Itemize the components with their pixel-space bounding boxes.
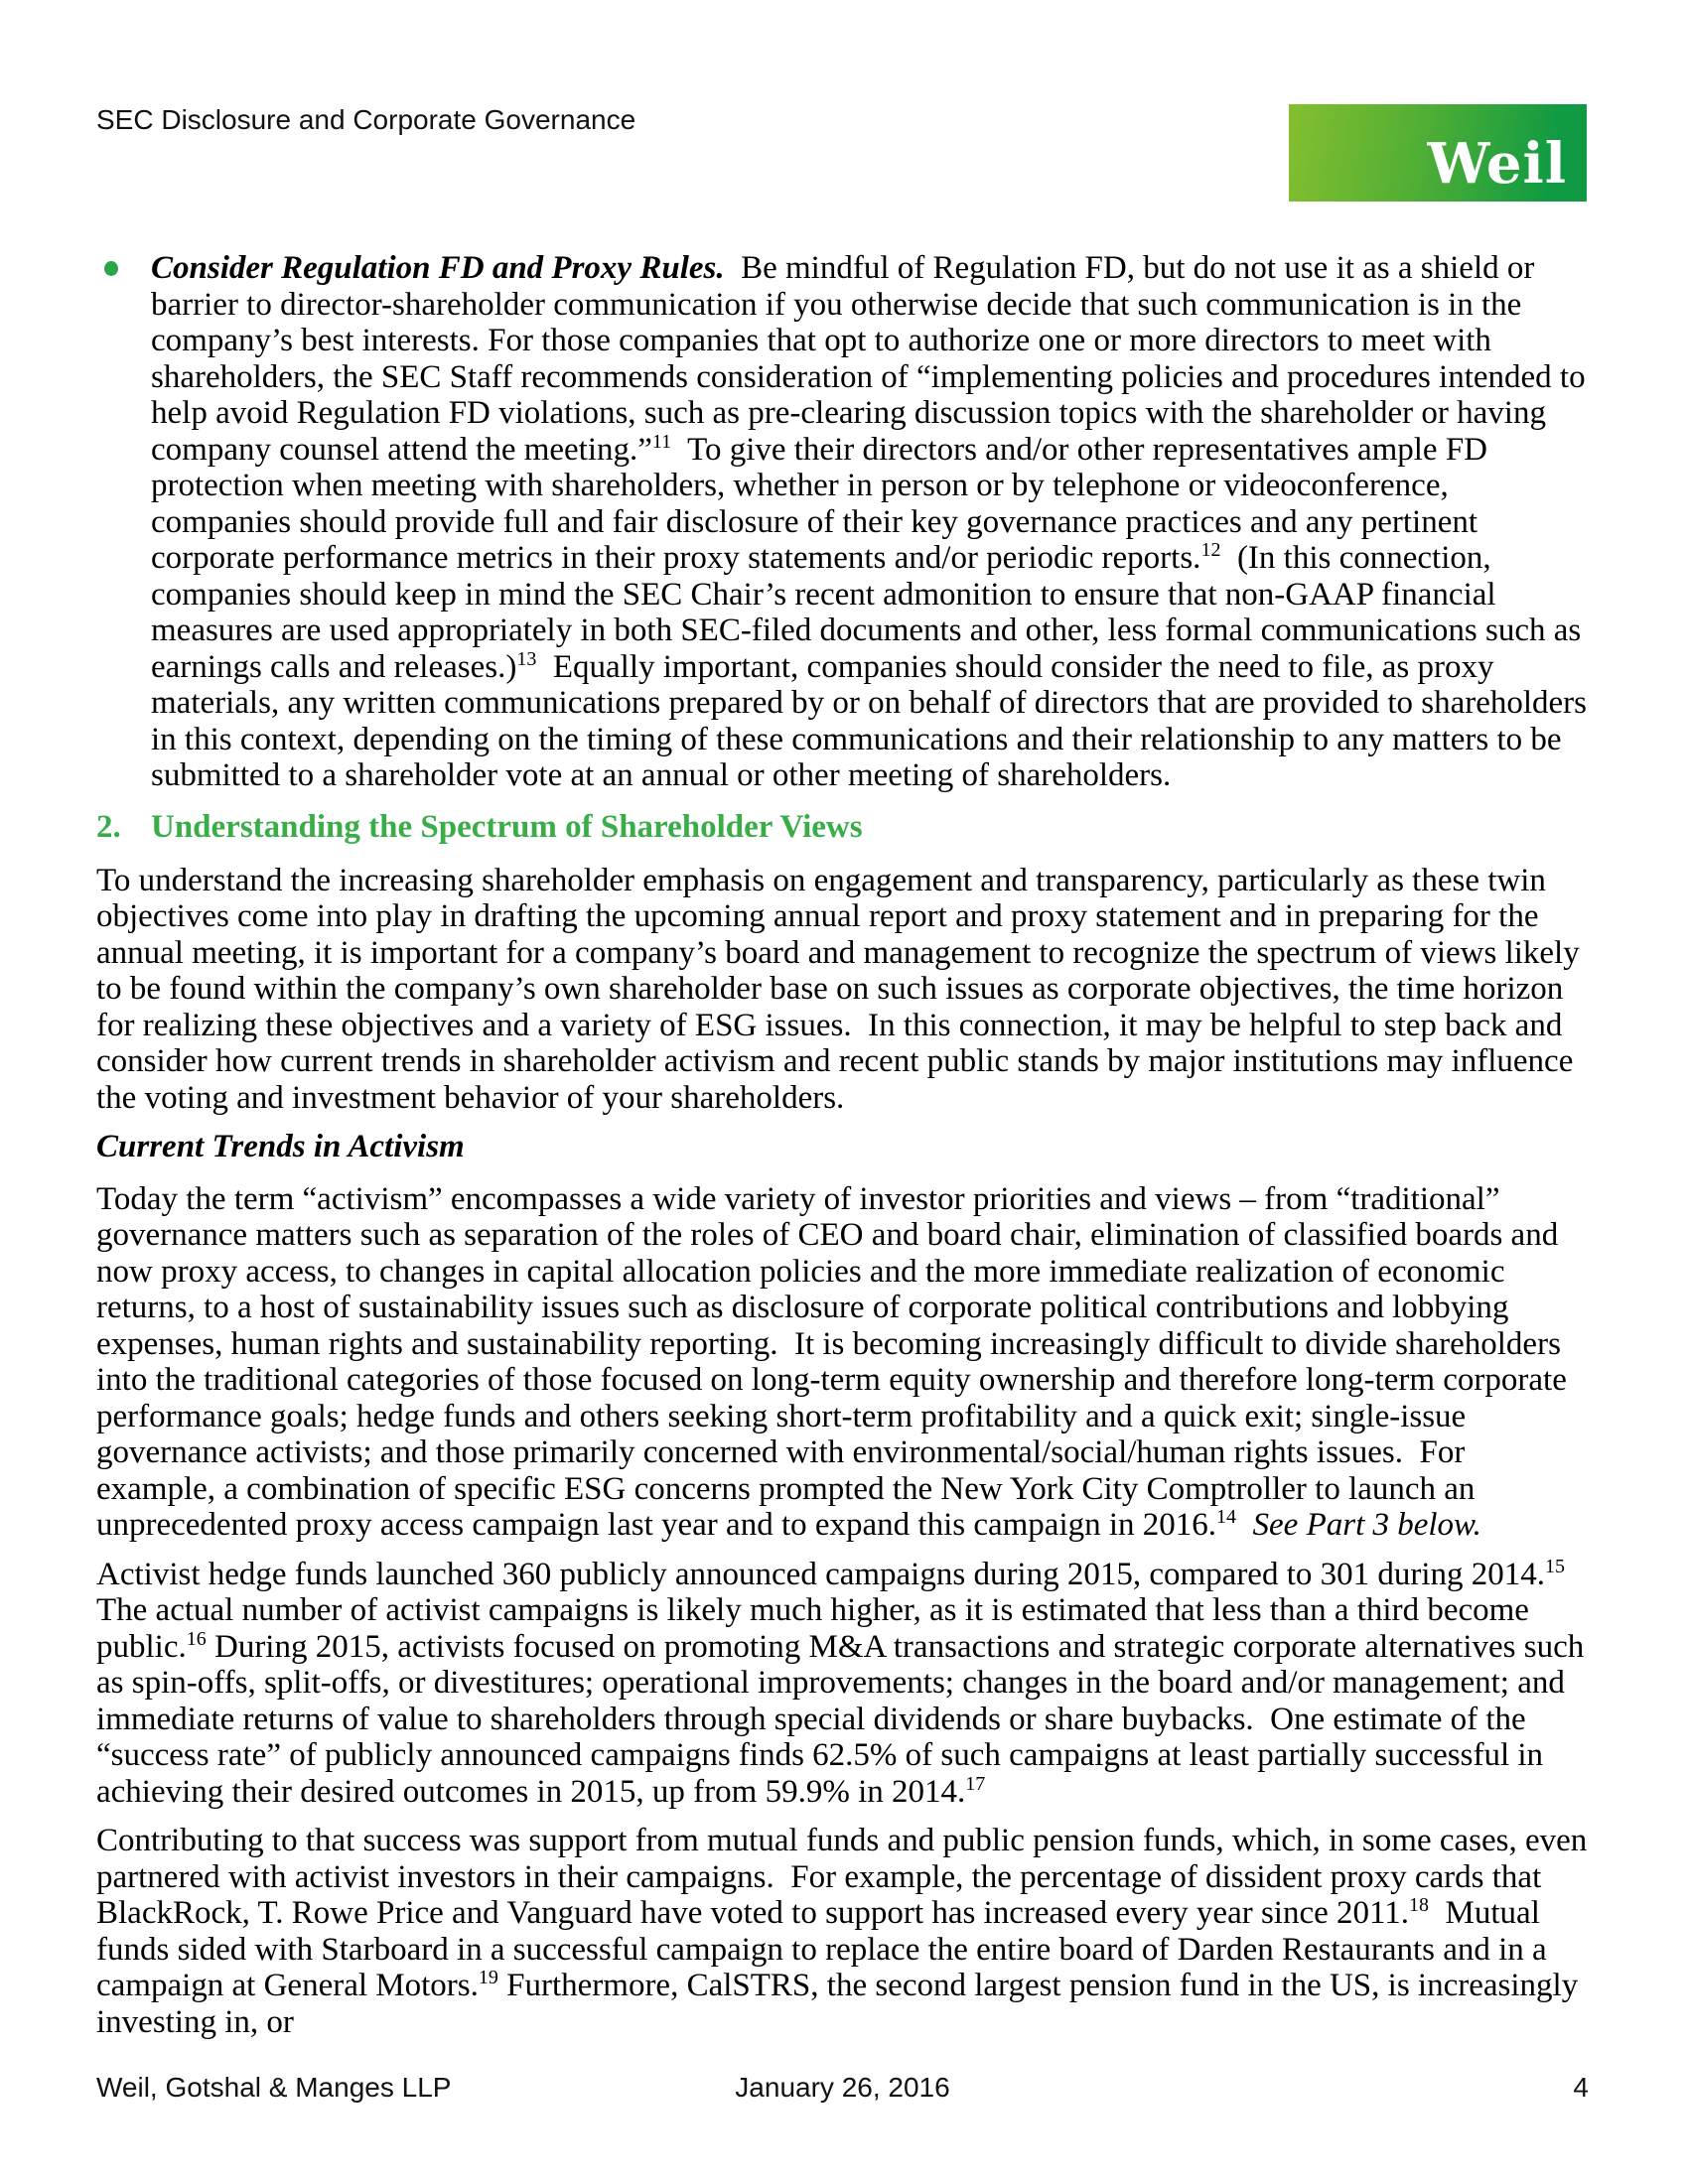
- text-run: See Part 3 below.: [1252, 1507, 1481, 1543]
- footnote-ref: 13: [516, 647, 537, 670]
- footnote-ref: 16: [186, 1627, 207, 1650]
- footnote-ref: 11: [651, 430, 672, 453]
- text-run: Equally important, companies should consider the need to file, as proxy materials, any written communications prepared by or on behalf of directors that are provided to shareholders in this context, depending on the timing of these communications and their relationship to any matters to be submitted to a shareholder vote at an annual or other meeting of shareholders.: [151, 648, 1596, 793]
- footer-date: January 26, 2016: [735, 2072, 950, 2103]
- bullet-icon: [104, 261, 118, 276]
- text-run: Today the term “activism” encompasses a wide variety of investor priorities and views – from “traditional” governance matters such as separation of the roles of CEO and board chair, elimination of classified boards and now proxy access, to changes in capital allocation policies and the more immediate realization of economic returns, to a host of sustainability issues such as disclosure of corporate political contributions and lobbying expenses, human rights and sustainability reporting. It is becoming increasingly difficult to divide shareholders into the traditional categories of those focused on long-term equity ownership and therefore long-term corporate performance goals; hedge funds and others seeking short-term profitability and a quick exit; single-issue governance activists; and those primarily concerned with environmental/social/human rights issues. For example, a combination of specific ESG concerns prompted the New York City Comptroller to launch an unprecedented proxy access campaign last year and to expand this campaign in 2016.: [96, 1180, 1576, 1543]
- text-run: The actual number of activist campaigns is likely much higher, as it is estimated that less than a third become public.: [96, 1556, 1573, 1665]
- paragraph: [96, 1823, 1596, 2040]
- text-run: Activist hedge funds launched 360 publicly announced campaigns during 2015, compared to 301 during 2014.: [96, 1556, 1546, 1592]
- footer-firm-name: Weil, Gotshal & Manges LLP: [96, 2072, 452, 2103]
- bullet-text: [151, 250, 1596, 794]
- paragraph: [96, 863, 1589, 1117]
- weil-logo-text: Weil: [1427, 131, 1567, 197]
- document-header-title: SEC Disclosure and Corporate Governance: [96, 104, 636, 135]
- paragraph: [96, 1555, 1593, 1811]
- footnote-ref: 14: [1216, 1506, 1237, 1528]
- text-run: Furthermore, CalSTRS, the second largest pension fund in the US, is increasingly investing in, or: [96, 1968, 1587, 2040]
- footnote-ref: 12: [1200, 539, 1221, 561]
- text-run: Be mindful of Regulation FD, but do not use it as a shield or barrier to director-shareholder communication if you otherwise decide that such communication is in the company’s best interests. For those companies that opt to authorize one or more directors to meet with shareholders, the SEC Staff recommends consideration of “implementing policies and procedures intended to help avoid Regulation FD violations, such as pre-clearing discussion topics with the shareholder or having company counsel attend the meeting.”: [151, 250, 1594, 468]
- section-title: Understanding the Spectrum of Shareholder Views: [151, 808, 863, 845]
- footnote-ref: 18: [1409, 1894, 1430, 1916]
- subsection-heading: Current Trends in Activism: [96, 1129, 465, 1164]
- text-run: [1236, 1507, 1253, 1543]
- footnote-ref: 17: [965, 1772, 986, 1795]
- section-heading: [96, 807, 1589, 847]
- footnote-ref: 19: [478, 1967, 498, 1988]
- weil-logo: [1289, 104, 1587, 202]
- text-run: Consider Regulation FD and Proxy Rules.: [151, 250, 725, 286]
- text-run: To understand the increasing shareholder emphasis on engagement and transparency, particularly as these twin objectives come into play in drafting the upcoming annual report and proxy statement and in preparing for the annual meeting, it is important for a company’s board and management to recognize the spectrum of views likely to be found within the company’s own shareholder base on such issues as corporate objectives, the time horizon for realizing these objectives and a variety of ESG issues. In this connection, it may be helpful to step back and consider how current trends in shareholder activism and recent public stands by major institutions may influence the voting and investment behavior of your shareholders.: [96, 862, 1588, 1116]
- page-footer: [96, 2071, 1589, 2105]
- bullet-item: [96, 250, 1596, 794]
- bullet-marker-column: [96, 250, 151, 794]
- text-run: (In this connection, companies should keep in mind the SEC Chair’s recent admonition to ensure that non-GAAP financial measures are used appropriately in both SEC-filed documents and other, less formal communications such as earnings calls and releases.): [151, 540, 1590, 685]
- text-run: During 2015, activists focused on promoting M&A transactions and strategic corporate alternatives such as spin-offs, split-offs, or divestitures; operational improvements; changes in the board and/or management; and immediate returns of value to shareholders through special dividends or share buybacks. One estimate of the “success rate” of publicly announced campaigns finds 62.5% of such campaigns at least partially successful in achieving their desired outcomes in 2015, up from 59.9% in 2014.: [96, 1628, 1593, 1810]
- text-run: Mutual funds sided with Starboard in a successful campaign to replace the entire board of Darden Restaurants and in a campaign at General Motors.: [96, 1895, 1555, 2003]
- section-number: 2.: [96, 808, 121, 845]
- footnote-ref: 15: [1545, 1555, 1566, 1577]
- footer-page-number: 4: [1573, 2072, 1589, 2103]
- document-body: [96, 250, 1596, 2053]
- text-run: To give their directors and/or other representatives ample FD protection when meeting with shareholders, whether in person or by telephone or videoconference, companies should provide full and fair disclosure of their key governance practices and any pertinent corporate performance metrics in their proxy statements and/or periodic reports.: [151, 431, 1496, 576]
- text-run: Contributing to that success was support from mutual funds and public pension funds, which, in some cases, even partnered with activist investors in their campaigns. For example, the percentage of dissident proxy cards that BlackRock, T. Rowe Price and Vanguard have voted to support has increased every year since 2011.: [96, 1823, 1596, 1931]
- paragraph: [96, 1181, 1589, 1544]
